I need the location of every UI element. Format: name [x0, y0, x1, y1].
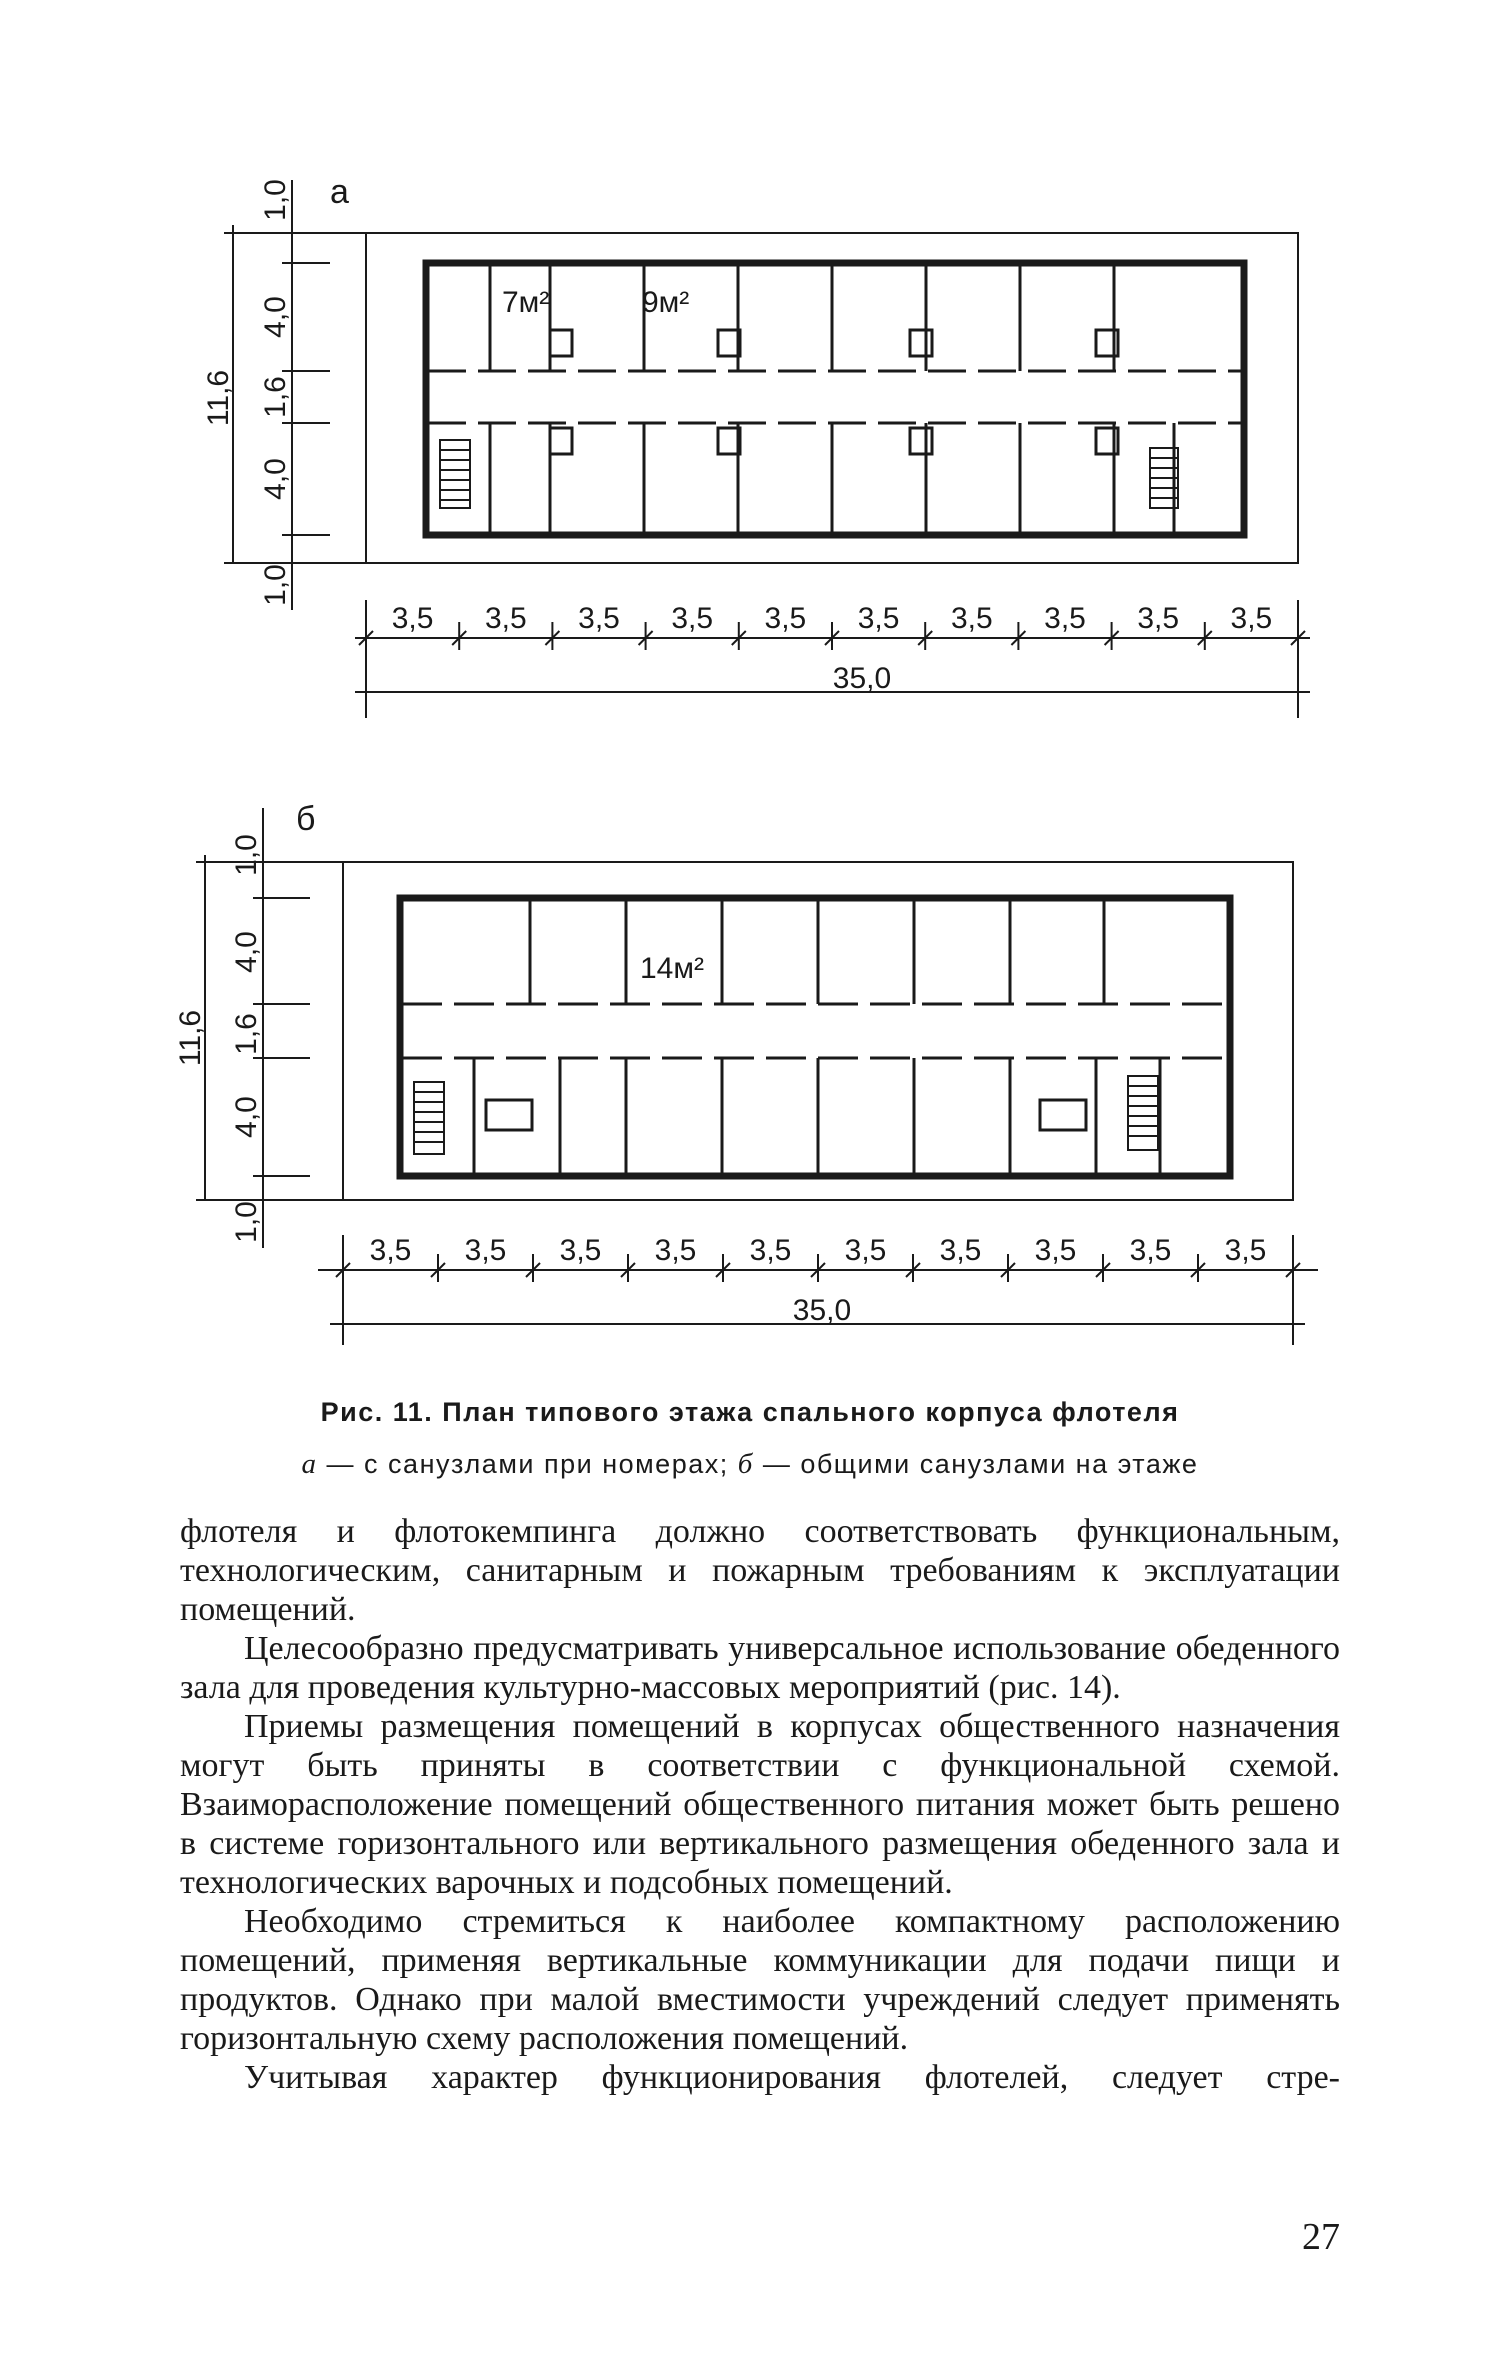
plan-a-hdim-label: 3,5 — [1230, 602, 1273, 635]
plan-b-hdim-label: 3,5 — [464, 1234, 507, 1267]
plan-b-vdim-1: 1,0 — [230, 834, 263, 876]
plan-b-vertical-dimension — [196, 808, 343, 1248]
plan-b-vdim-4: 4,0 — [230, 1096, 263, 1138]
plan-a-hdim-label: 3,5 — [764, 602, 807, 635]
caption-text-b: — общими санузлами на этаже — [753, 1449, 1199, 1479]
plan-b-hdim-label: 3,5 — [559, 1234, 602, 1267]
plan-b-vdim-3: 1,6 — [230, 1013, 263, 1055]
plan-b-hdim-label: 3,5 — [369, 1234, 412, 1267]
plan-b-hdim-label: 3,5 — [939, 1234, 982, 1267]
plan-a-vdim-3: 1,6 — [259, 376, 292, 418]
plan-a-horizontal-total: 35,0 — [832, 662, 892, 695]
plan-b-partitions-top — [530, 898, 1104, 1004]
plan-b-hdim-label: 3,5 — [1224, 1234, 1267, 1267]
paragraph-2: Целесообразно предусматривать универсальное использование обеденного зала для проведения культурно-массовых мероприятий (рис. 14). — [180, 1630, 1340, 1706]
plan-a-hdim-label: 3,5 — [484, 602, 527, 635]
plan-a-vdim-2: 4,0 — [259, 296, 292, 338]
plan-b-vdim-2: 4,0 — [230, 931, 263, 973]
plan-a-hdim-label: 3,5 — [578, 602, 620, 635]
plan-b-stairs-right — [1128, 1076, 1158, 1150]
plan-b-stairs-left — [414, 1082, 444, 1154]
plan-b-hdim-label: 3,5 — [1129, 1234, 1172, 1267]
plan-a-room-label-9: 9м² — [642, 286, 690, 319]
plan-a-stairs-left — [440, 440, 470, 508]
caption-text-a: — с санузлами при номерах; — [317, 1449, 738, 1479]
plan-a-partitions-top — [490, 263, 1118, 371]
plan-a-hdim-label: 3,5 — [1137, 602, 1180, 635]
figure-caption-subtitle — [0, 1448, 1500, 1481]
page-number: 27 — [1302, 2216, 1340, 2258]
plan-b-hdim-label: 3,5 — [1034, 1234, 1077, 1267]
plan-a-hdim-label: 3,5 — [950, 602, 993, 635]
paragraph-1: флотеля и флотокемпинга должно соответствовать функциональным, технологическим, санитарным и пожарным требованиям к эксплуатации помещений. — [180, 1513, 1340, 1628]
paragraph-3: Приемы размещения помещений в корпусах общественного назначения могут быть приняты в соответствии с функциональной схемой. Взаиморасположение помещений общественного питания может быть решено в системе горизонтального или вертикального размещения обеденного зала и технологических варочных и подсобных помещений. — [180, 1708, 1340, 1901]
plan-b-hdim-label: 3,5 — [844, 1234, 887, 1267]
figure-caption-title: Рис. 11. План типового этажа спального корпуса флотеля — [320, 1397, 1180, 1427]
plan-b-vdim-5: 1,0 — [230, 1201, 263, 1243]
plan-a-stairs-right — [1150, 448, 1178, 508]
plan-a — [202, 173, 1310, 718]
plan-a-hdim-label: 3,5 — [857, 602, 900, 635]
plan-a-label: а — [330, 173, 349, 211]
plan-a-vdim-5: 1,0 — [259, 564, 292, 606]
plan-a-vdim-1: 1,0 — [259, 179, 292, 221]
plan-b-room-label-14: 14м² — [640, 952, 704, 985]
plan-b-horizontal-total: 35,0 — [792, 1294, 852, 1327]
plan-a-vdim-4: 4,0 — [259, 458, 292, 500]
plan-b-partitions-bottom — [474, 1058, 1160, 1176]
plan-a-hdim-label: 3,5 — [391, 602, 434, 635]
plan-b-hdim-label: 3,5 — [749, 1234, 792, 1267]
plan-a-vertical-dimension — [224, 180, 366, 610]
plan-a-partitions-bottom — [490, 423, 1174, 535]
caption-letter-a: а — [301, 1448, 318, 1480]
plan-a-hdim-label: 3,5 — [1044, 602, 1086, 635]
paragraph-4: Необходимо стремиться к наиболее компактному расположению помещений, применяя вертикальные коммуникации для подачи пищи и продуктов. Однако при малой вместимости учреждений следует применять горизонтальную схему расположения помещений. — [180, 1903, 1340, 2057]
plan-b-label: б — [296, 800, 316, 838]
plan-a-vertical-total: 11,6 — [202, 369, 235, 427]
body-text — [180, 1512, 1340, 2097]
plan-b — [174, 800, 1318, 1345]
plan-b-hdim-label: 3,5 — [654, 1234, 697, 1267]
plan-a-room-label-7: 7м² — [502, 286, 550, 319]
caption-letter-b: б — [737, 1448, 754, 1480]
plan-b-vertical-total: 11,6 — [174, 1009, 207, 1067]
paragraph-5: Учитывая характер функционирования флотелей, следует стре- — [244, 2059, 1340, 2096]
plan-a-hdim-label: 3,5 — [671, 602, 714, 635]
